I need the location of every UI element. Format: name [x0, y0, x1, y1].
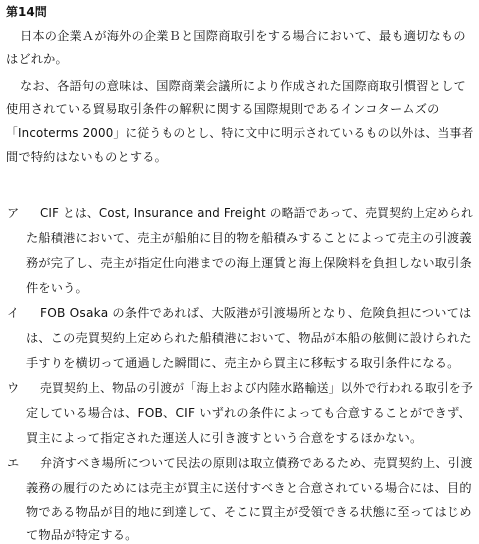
note-line-2: 使用されている貿易取引条件の解釈に関する国際規則であるインコタームズの	[6, 102, 440, 116]
option-line: た船積港において、売主が船舶に目的物を船積みすることによって売主の引渡義	[26, 231, 472, 245]
option-line: 手すりを横切って通過した瞬間に、売主から買主に移転する取引条件になる。	[26, 356, 460, 370]
option-line: て物品が特定する。	[26, 528, 138, 542]
option-line: 買主によって指定された運送人に引き渡すという合意をするほかない。	[26, 431, 423, 445]
option-marker: ア	[7, 206, 20, 220]
stem-line-2: はどれか。	[6, 52, 68, 66]
stem-line-1: 日本の企業Ａが海外の企業Ｂと国際商取引をする場合において、最も適切なもの	[20, 29, 466, 43]
note-line-3: 「Incoterms 2000」に従うものとし、特に文中に明示されているもの以外は、当事者	[6, 126, 474, 140]
option-line: 件をいう。	[26, 281, 88, 295]
option-marker: イ	[7, 306, 20, 320]
option-marker: エ	[7, 456, 20, 470]
note-line-1: なお、各語句の意味は、国際商業会議所により作成された国際商取引慣習として	[20, 79, 466, 93]
option-line: CIF とは、Cost, Insurance and Freight の略語であって、売買契約上定められ	[40, 206, 473, 220]
option-line: 務が完了し、売主が指定仕向港までの海上運賃と海上保険料を負担しない取引条	[26, 256, 472, 270]
option-line: 売買契約上、物品の引渡が「海上および内陸水路輸送」以外で行われる取引を予	[40, 381, 473, 395]
option-line: 弁済すべき場所について民法の原則は取立債務であるため、売買契約上、引渡	[40, 456, 473, 470]
option-line: 定している場合は、FOB、CIF いずれの条件によっても合意することができず、	[26, 406, 471, 420]
option-line: FOB Osaka の条件であれば、大阪港が引渡場所となり、危険負担については	[40, 306, 472, 320]
note-line-4: 間で特約はないものとする。	[6, 150, 168, 164]
question-number: 第14問	[6, 5, 47, 19]
option-line: 義務の履行のためには売主が買主に送付すべきと合意されている場合には、目的	[26, 481, 472, 495]
option-line: 物である物品が目的地に到達して、そこに買主が受領できる状態に至ってはじめ	[26, 505, 472, 519]
option-marker: ウ	[7, 381, 20, 395]
option-line: は、この売買契約上定められた船積港において、物品が本船の舷側に設けられた	[26, 331, 472, 345]
